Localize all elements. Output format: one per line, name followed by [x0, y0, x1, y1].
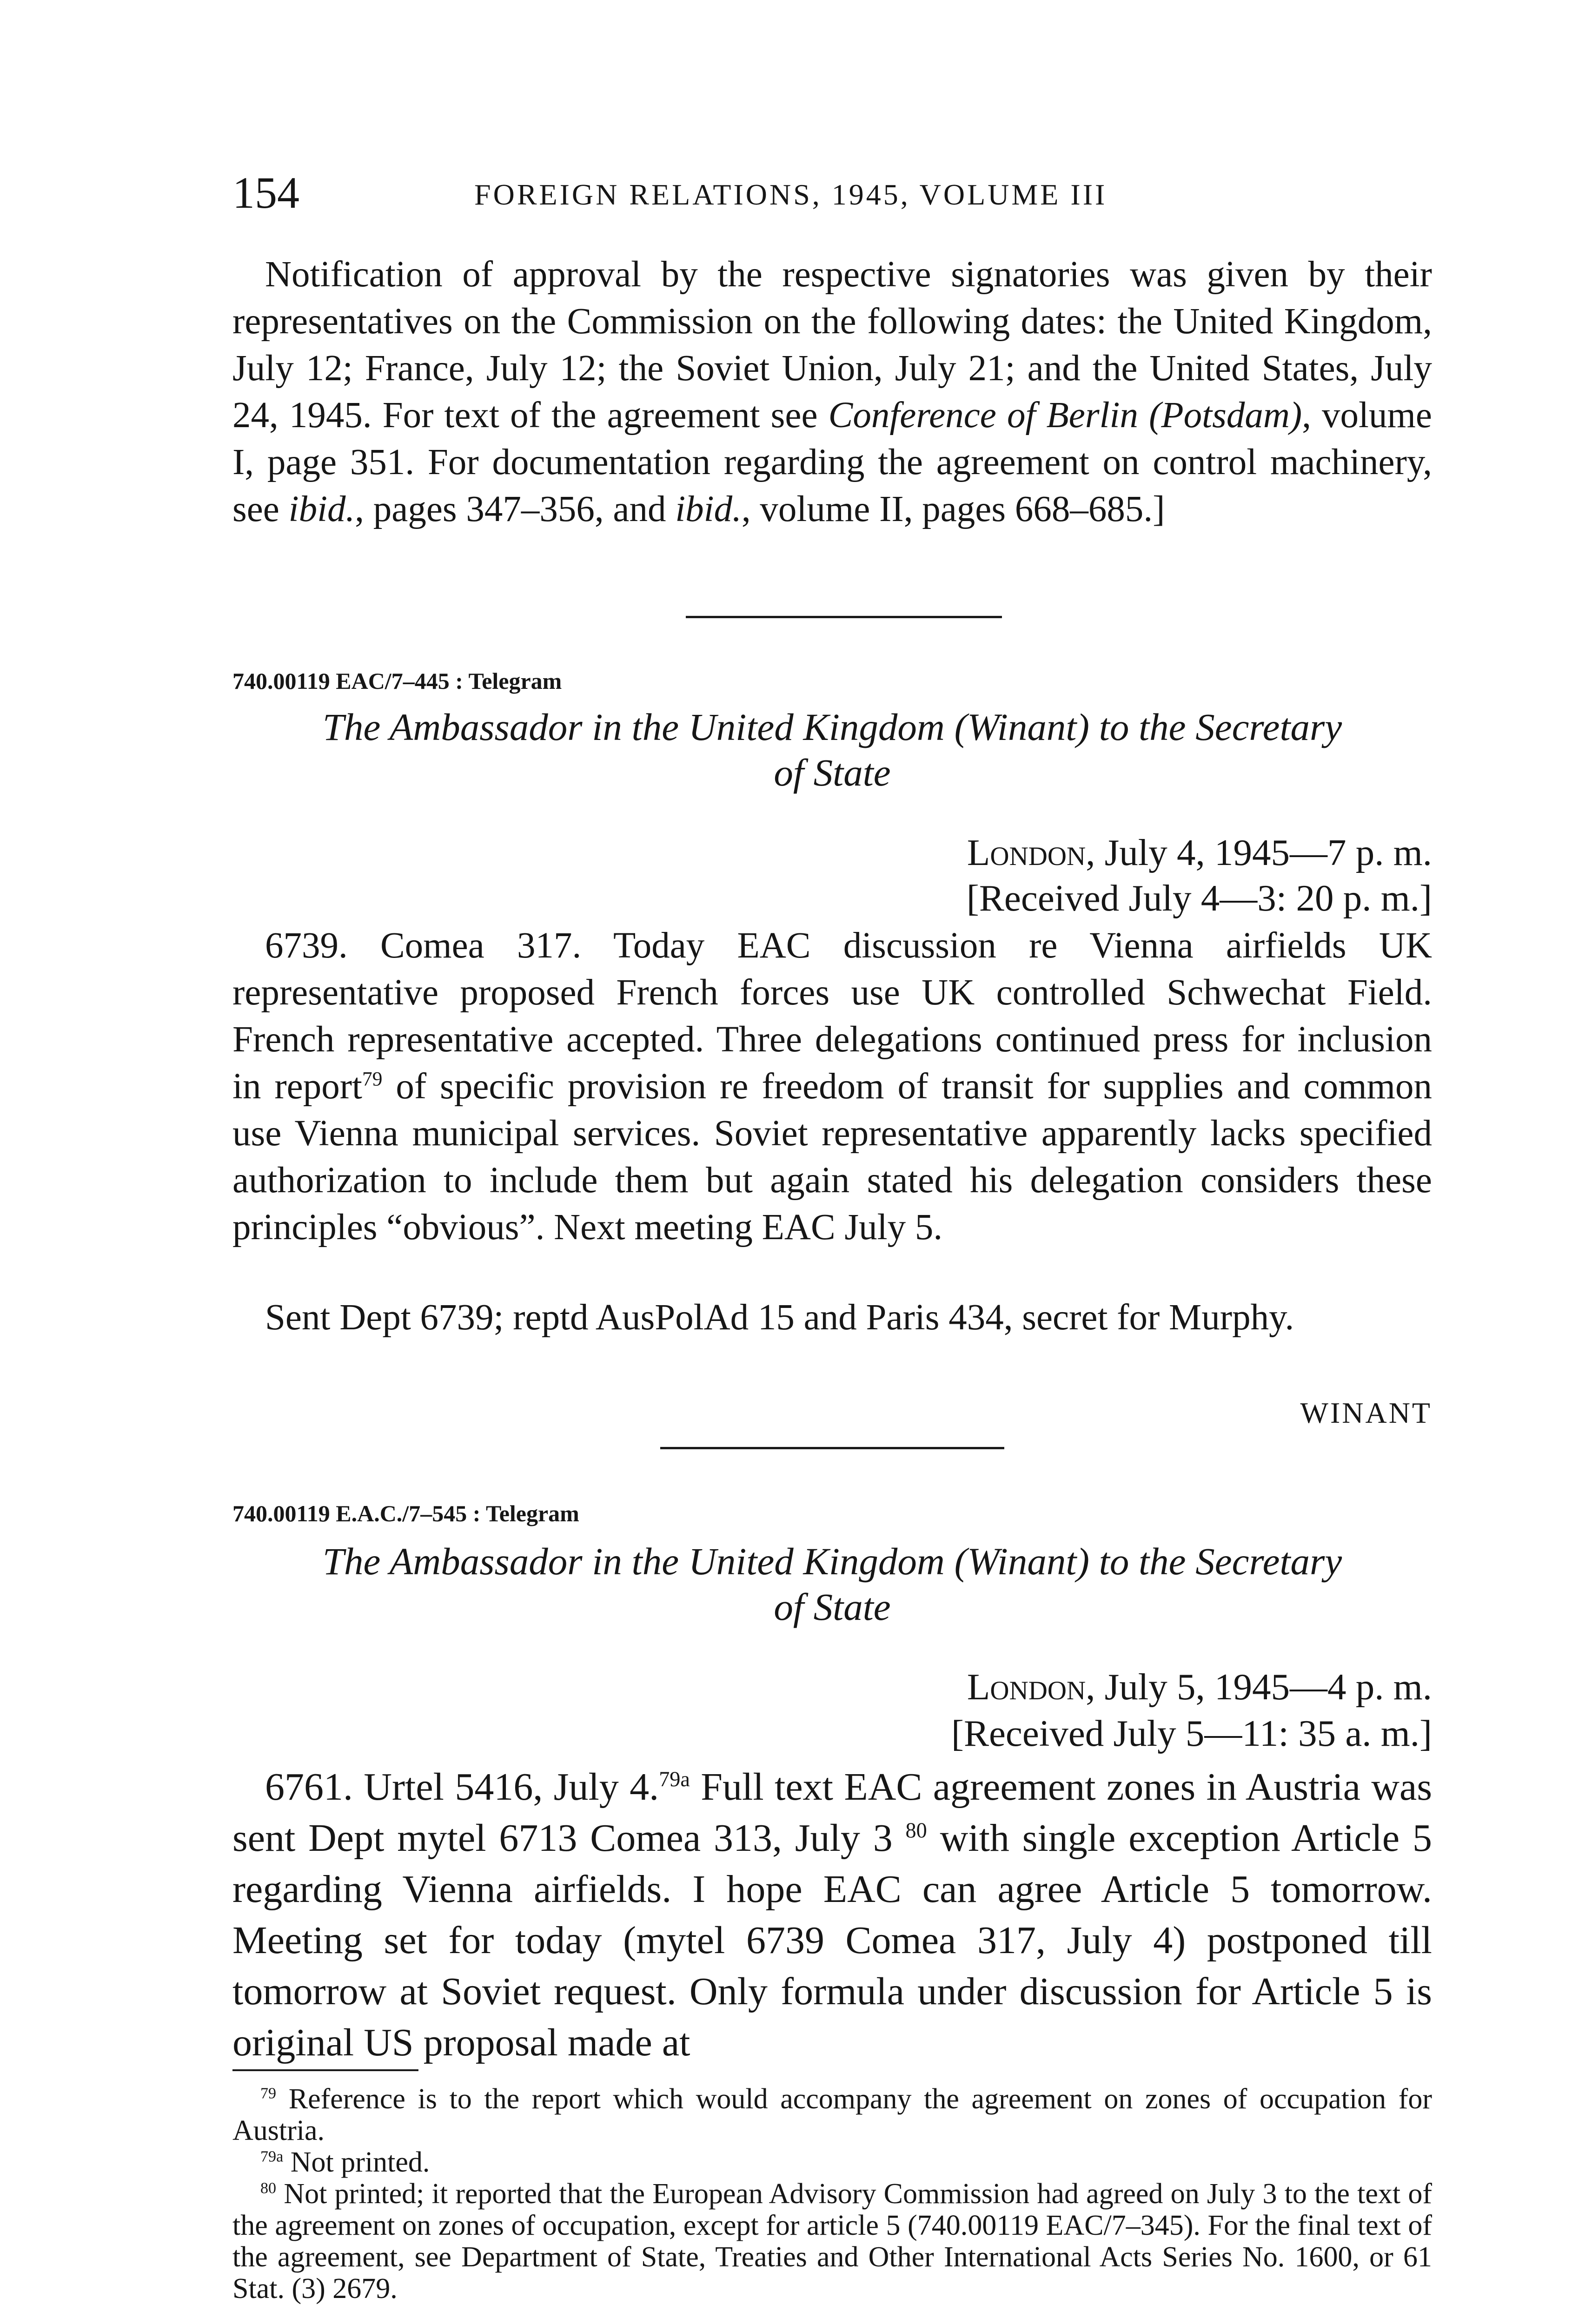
doc1-dateline-date: , July 4, 1945—7 p. m. [1086, 832, 1432, 873]
doc1-received: [Received July 4—3: 20 p. m.] [966, 877, 1432, 919]
doc2-body-text-b: Full text EAC agreement zones in Austria was sent Dept mytel 6713 Comea 313, July 3 [232, 1765, 1432, 1860]
doc2-heading-line1: The Ambassador in the United Kingdom (Winant) to the Secretary [322, 1540, 1342, 1583]
intro-citation-title: Conference of Berlin (Potsdam) [828, 395, 1302, 436]
doc2-body-text-a: 6761. Urtel 5416, July 4. [265, 1765, 659, 1809]
footnote-ref-79a: 79a [659, 1767, 690, 1791]
doc1-signature: WINANT [1300, 1396, 1432, 1429]
intro-text-b: , volume I, page 351. For documentation regarding the agreement on control machinery, see [232, 395, 1432, 529]
intro-text-d: , volume II, pages 668–685.] [741, 489, 1165, 529]
doc1-body [232, 922, 1432, 1251]
doc1-body-text-a: 6739. Comea 317. Today EAC discussion re Vienna airfields UK representative proposed French forces use UK controlled Schwechat Field. French representative accepted. Three delegations continued press for inclusion in report [232, 925, 1432, 1107]
doc2-dateline-date: , July 5, 1945—4 p. m. [1086, 1666, 1432, 1708]
doc2-body [232, 1762, 1432, 2068]
intro-ibid-1: ibid. [288, 489, 355, 529]
footnote-80-mark: 80 [260, 2179, 277, 2197]
doc2-dateline [860, 1664, 1432, 1710]
section-divider-1 [686, 616, 1002, 618]
doc2-body-text-c: with single exception Article 5 regarding Vienna airfields. I hope EAC can agree Article 5 tomorrow. Meeting set for today (mytel 6739 Comea 317, July 4) postponed till tomorrow at Soviet request. Only formula under discussion for Article 5 is original US proposal made at [232, 1816, 1432, 2064]
footnote-80 [232, 2178, 1432, 2304]
doc1-body-text-b: of specific provision re freedom of transit for supplies and common use Vienna municipal services. Soviet representative apparently lacks specified authorization to include them but again stated his delegation considers these principles “obvious”. Next meeting EAC July 5. [232, 1066, 1432, 1248]
intro-ibid-2: ibid. [675, 489, 742, 529]
doc2-dateline-place: London [967, 1666, 1086, 1708]
footnote-79a-text: Not printed. [283, 2146, 430, 2178]
doc1-heading-line2: of State [774, 751, 891, 794]
footnote-divider [232, 2069, 418, 2071]
intro-text-c: , pages 347–356, and [355, 489, 676, 529]
page-number: 154 [232, 168, 299, 218]
footnote-79 [232, 2083, 1432, 2146]
doc1-heading-line1: The Ambassador in the United Kingdom (Winant) to the Secretary [322, 706, 1342, 748]
doc1-dateline-place: London [967, 832, 1086, 873]
footnote-ref-79: 79 [362, 1068, 383, 1090]
footnote-ref-80: 80 [905, 1818, 927, 1842]
doc2-received: [Received July 5—11: 35 a. m.] [951, 1712, 1432, 1754]
running-title: FOREIGN RELATIONS, 1945, VOLUME III [474, 178, 1108, 211]
running-head [232, 167, 1432, 218]
doc1-heading [232, 704, 1432, 795]
section-divider-2 [660, 1447, 1004, 1449]
doc1-dateline [860, 830, 1432, 875]
intro-paragraph [232, 251, 1432, 533]
intro-text-a: Notification of approval by the respective signatories was given by their representatives on the Commission on the following dates: the United Kingdom, July 12; France, July 12; the Soviet Union, July 21; and the United States, July 24, 1945. For text of the agreement see [232, 254, 1432, 436]
doc2-heading-line2: of State [774, 1585, 891, 1628]
doc2-heading [232, 1538, 1432, 1630]
footnote-79a [232, 2146, 1432, 2178]
doc1-body-2: Sent Dept 6739; reptd AusPolAd 15 and Paris 434, secret for Murphy. [265, 1297, 1294, 1338]
footnote-79-mark: 79 [260, 2085, 277, 2102]
doc2-file-reference: 740.00119 E.A.C./7–545 : Telegram [232, 1500, 579, 1526]
footnote-79-text: Reference is to the report which would accompany the agreement on zones of occupation for Austria. [232, 2083, 1432, 2146]
footnote-80-text: Not printed; it reported that the European Advisory Commission had agreed on July 3 to the text of the agreement on zones of occupation, except for article 5 (740.00119 EAC/7–345). For the final text of the agreement, see Department of State, Treaties and Other International Acts Series No. 1600, or 61 Stat. (3) 2679. [232, 2178, 1432, 2304]
doc1-file-reference: 740.00119 EAC/7–445 : Telegram [232, 668, 562, 694]
footnote-79a-mark: 79a [260, 2148, 284, 2166]
